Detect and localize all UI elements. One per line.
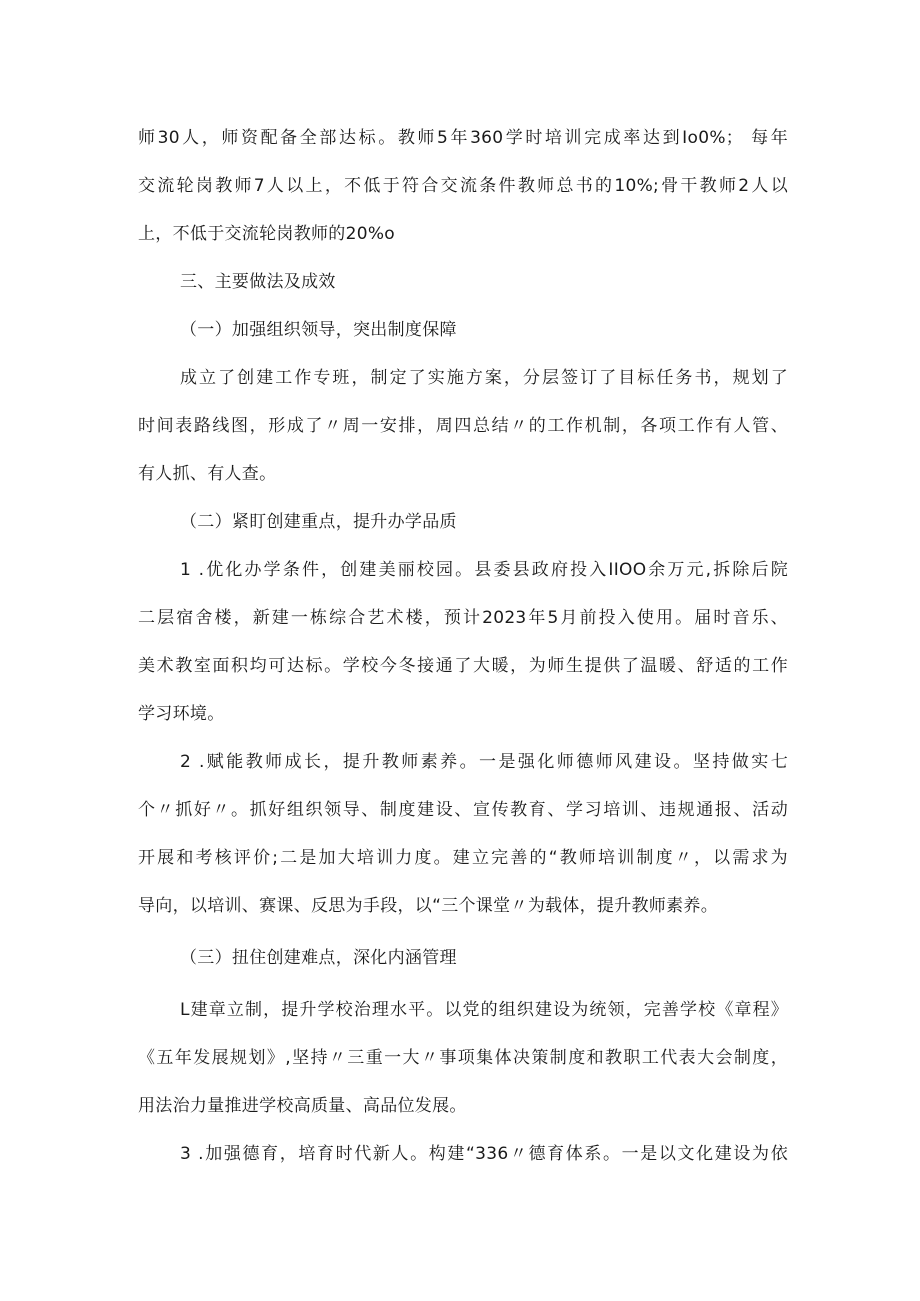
section-heading: 三、主要做法及成效: [180, 272, 336, 292]
paragraph-line: 开展和考核评价;二是加大培训力度。建立完善的“教师培训制度〃，以需求为: [138, 848, 788, 868]
paragraph-line: 2 .赋能教师成长，提升教师素养。一是强化师德师风建设。坚持做实七: [180, 752, 788, 772]
paragraph-line: 导向，以培训、赛课、反思为手段，以“三个课堂〃为载体，提升教师素养。: [138, 896, 719, 916]
paragraph-line: L建章立制，提升学校治理水平。以党的组织建设为统领，完善学校《章程》: [180, 1000, 788, 1020]
paragraph-line: 二层宿舍楼，新建一栋综合艺术楼，预计2023年5月前投入使用。届时音乐、: [138, 608, 788, 628]
paragraph-line: 用法治力量推进学校高质量、高品位发展。: [138, 1096, 467, 1116]
paragraph-line: 成立了创建工作专班，制定了实施方案，分层签订了目标任务书，规划了: [180, 368, 788, 388]
subsection-heading: （三）扭住创建难点，深化内涵管理: [180, 948, 457, 968]
paragraph-line: 交流轮岗教师7人以上，不低于符合交流条件教师总书的10%;骨干教师2人以: [138, 176, 788, 196]
paragraph-line: 美术教室面积均可达标。学校今冬接通了大暖，为师生提供了温暖、舒适的工作: [138, 656, 788, 676]
paragraph-line: 《五年发展规划》,坚持〃三重一大〃事项集体决策制度和教职工代表大会制度，: [138, 1048, 788, 1068]
paragraph-line: 上，不低于交流轮岗教师的20%o: [138, 224, 395, 244]
paragraph-line: 个〃抓好〃。抓好组织领导、制度建设、宣传教育、学习培训、违规通报、活动: [138, 800, 788, 820]
paragraph-line: 3 .加强德育，培育时代新人。构建“336〃德育体系。一是以文化建设为依: [180, 1144, 788, 1164]
paragraph-line: 师30人，师资配备全部达标。教师5年360学时培训完成率达到Io0%； 每年: [138, 128, 788, 148]
subsection-heading: （二）紧盯创建重点，提升办学品质: [180, 512, 457, 532]
paragraph-line: 时间表路线图，形成了〃周一安排，周四总结〃的工作机制，各项工作有人管、: [138, 416, 788, 436]
paragraph-line: 1 .优化办学条件，创建美丽校园。县委县政府投入IIOO余万元,拆除后院: [180, 560, 788, 580]
subsection-heading: （一）加强组织领导，突出制度保障: [180, 320, 457, 340]
paragraph-line: 有人抓、有人查。: [138, 464, 277, 484]
paragraph-line: 学习环境。: [138, 704, 225, 724]
